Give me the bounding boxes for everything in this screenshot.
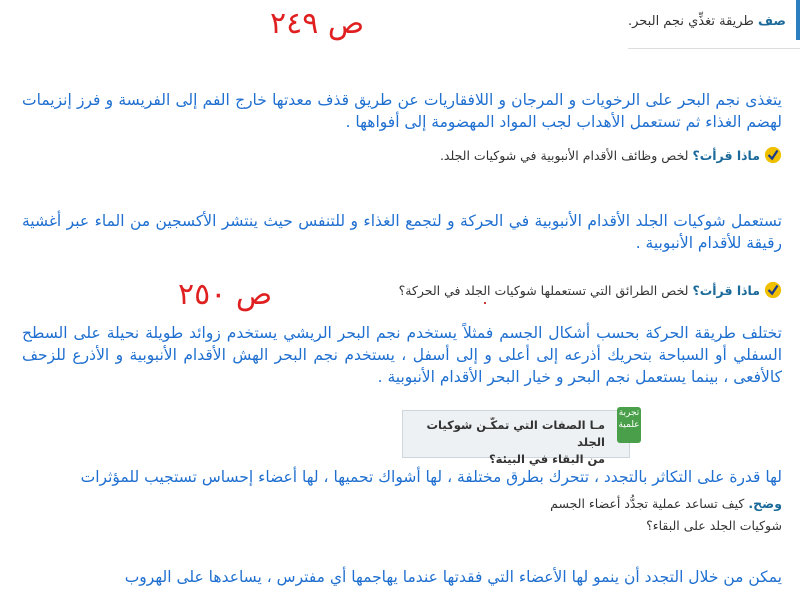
checkmark-icon bbox=[764, 281, 782, 299]
question-lead: وضح. bbox=[748, 496, 782, 511]
paragraph-movement: تختلف طريقة الحركة بحسب أشكال الجسم فمثلاً يستخدم نجم البحر الريشي يستخدم زوائد طويلة نحيلة على السطح السفلي أو السباحة بتحريك أذرعه إلى أعلى و إلى أسفل ، يستخدم نجم البحر الهش الأقدام الأنبوبية و الأذرع للزحف كالأفعى ، بينما يستعمل نجم البحر و خيار البحر الأقدام الأنبوبية . bbox=[22, 324, 782, 386]
question-regeneration-line2 bbox=[646, 518, 782, 533]
question-text: لخص وظائف الأقدام الأنبوبية في شوكيات الجلد. bbox=[439, 147, 689, 163]
question-tube-feet bbox=[440, 146, 782, 164]
decorative-dot bbox=[484, 302, 486, 304]
header-clip-lead: صف bbox=[757, 14, 786, 29]
survival-box-text bbox=[403, 417, 605, 468]
question-lead: ماذا قرأت؟ bbox=[692, 147, 760, 163]
header-strip bbox=[796, 0, 800, 40]
question-text: لخص الطرائق التي تستعملها شوكيات الجلد في الحركة؟ bbox=[398, 282, 689, 298]
paragraph-regeneration: يمكن من خلال التجدد أن ينمو لها الأعضاء التي فقدتها عندما يهاجمها أي مفترس ، يساعدها على الهروب bbox=[124, 568, 782, 586]
survival-box bbox=[402, 408, 640, 466]
question-text: كيف تساعد عملية تجدُّد أعضاء الجسم bbox=[550, 496, 745, 511]
paragraph-survival: لها قدرة على التكاثر بالتجدد ، تتحرك بطرق مختلفة ، لها أشواك تحميها ، لها أعضاء إحساس تستجيب للمؤثرات bbox=[80, 468, 782, 486]
checkmark-icon bbox=[764, 146, 782, 164]
header-clip bbox=[628, 0, 800, 49]
header-clip-text bbox=[628, 14, 786, 29]
question-lead: ماذا قرأت؟ bbox=[692, 282, 760, 298]
question-regeneration bbox=[550, 496, 782, 511]
page-number-249: ص ٢٤٩ bbox=[270, 6, 365, 41]
page-number-250: ص ٢٥٠ bbox=[178, 277, 273, 312]
survival-box-line1: مـا الصفات التي تمكّـن شوكيات الجلد bbox=[426, 418, 605, 449]
experiment-tag: تجربة علمية bbox=[617, 407, 641, 443]
question-text: شوكيات الجلد على البقاء؟ bbox=[646, 518, 782, 533]
paragraph-feeding: يتغذى نجم البحر على الرخويات و المرجان و اللافقاريات عن طريق قذف معدتها خارج الفم إلى الفريسة و فرز إنزيمات لهضم الغذاء ثم تستعمل الأهداب لجب المواد المهضومة إلى أفواهها . bbox=[22, 91, 782, 131]
paragraph-tube-feet: تستعمل شوكيات الجلد الأقدام الأنبوبية في الحركة و لتجمع الغذاء و للتنفس حيث ينتشر الأكسجين من الماء عبر أغشية رقيقة للأقدام الأنبوبية . bbox=[22, 212, 782, 252]
header-clip-body: طريقة تغذِّي نجم البحر. bbox=[627, 14, 754, 29]
question-movement bbox=[399, 281, 782, 299]
survival-box-line2: من البقاء في البيئة؟ bbox=[488, 452, 605, 466]
